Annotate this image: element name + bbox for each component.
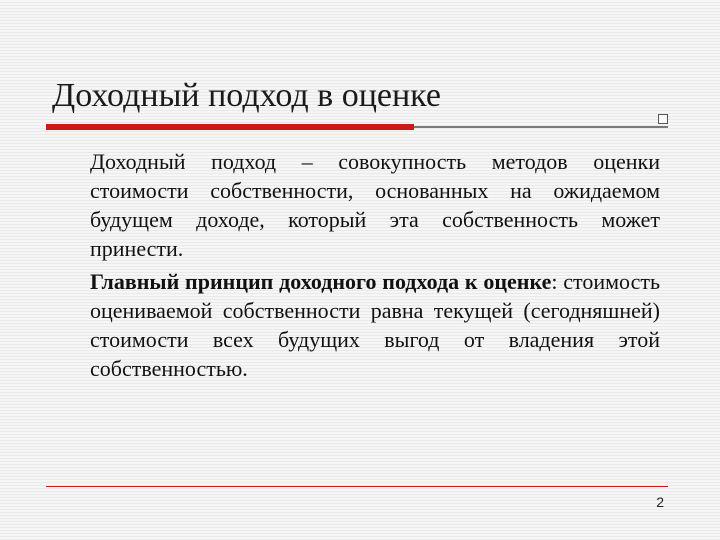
title-accent-bar (46, 124, 414, 130)
principle-heading: Главный принцип доходного подхода к оценке (90, 269, 552, 294)
slide-title: Доходный подход в оценке (52, 77, 441, 114)
definition-paragraph: Доходный подход – совокупность методов оценки стоимости собственности, основанных на ожидаемом будущем доходе, который эта собственность может принести. (90, 149, 660, 261)
decorative-square (658, 114, 668, 124)
principle-text: : стоимость оцениваемой собственности равна текущей (сегодняшней) стоимости всех будущих выгод от владения этой собственностью. (90, 269, 660, 381)
footer-divider (46, 486, 668, 487)
slide-body (90, 147, 660, 387)
principle-paragraph (90, 267, 660, 383)
page-number: 2 (656, 494, 664, 510)
